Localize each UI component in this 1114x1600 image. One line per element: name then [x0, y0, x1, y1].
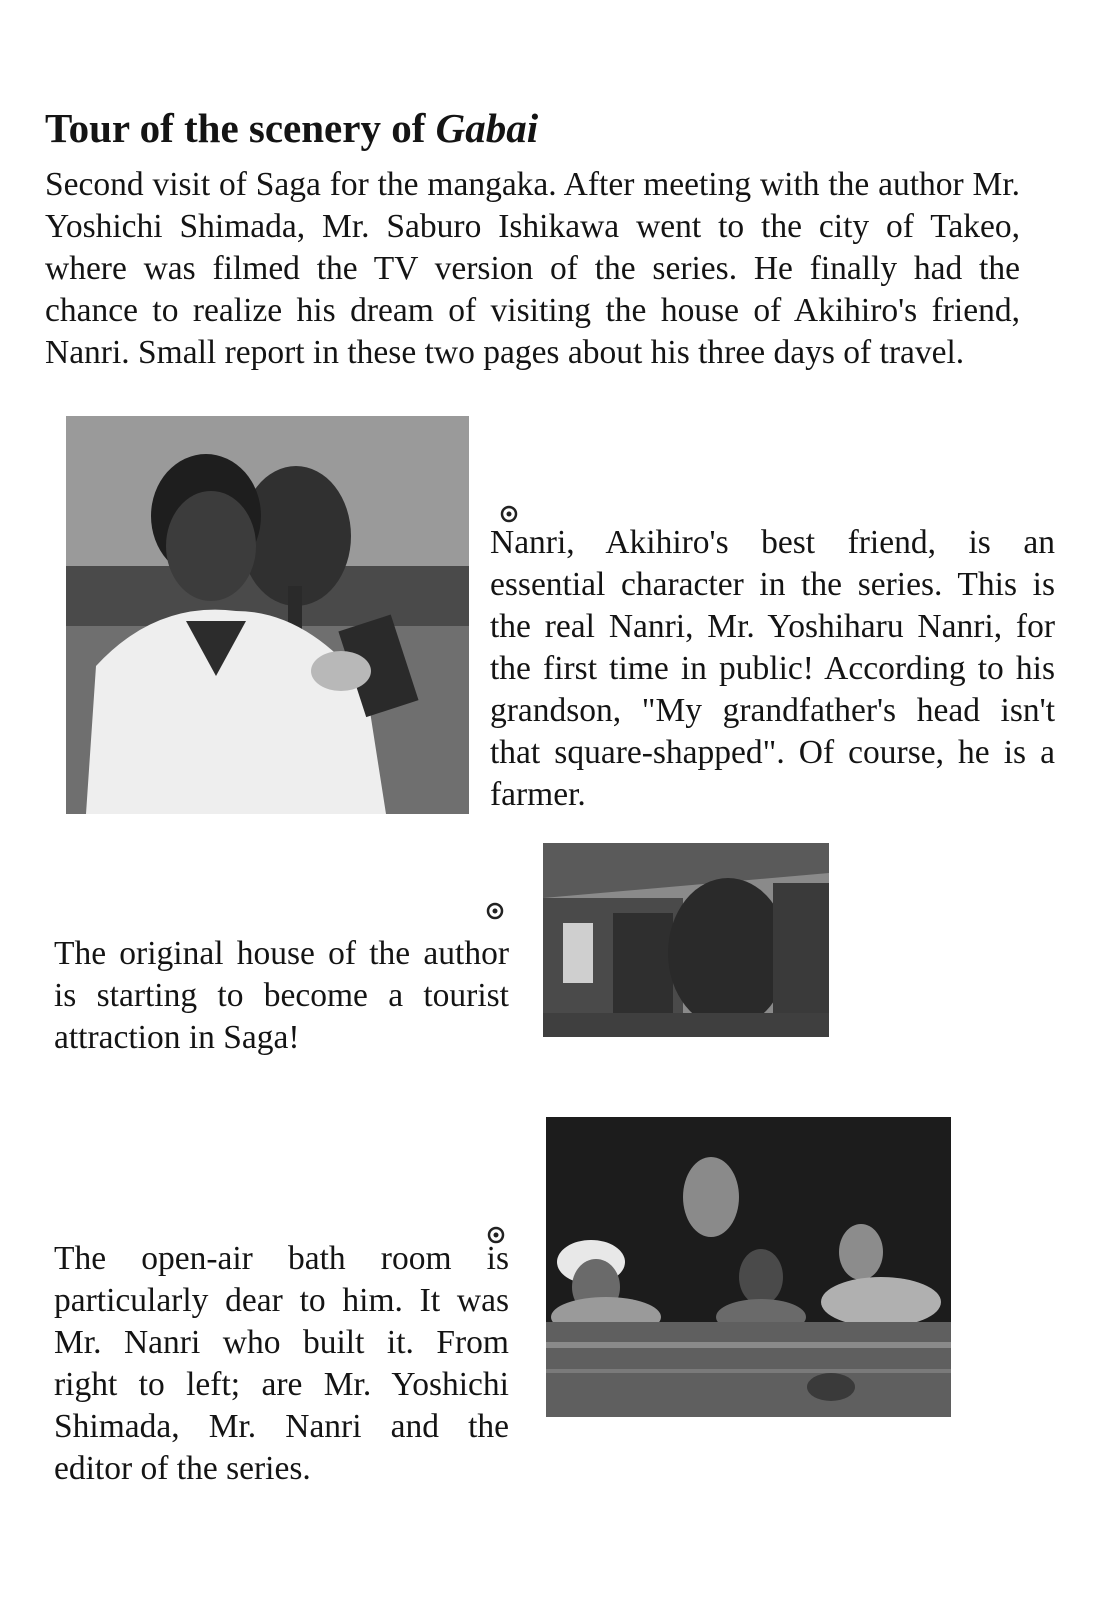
photo-bath: [546, 1117, 951, 1417]
caption-nanri: Nanri, Akihiro's best friend, is an essential character in the series. This is the real Nanri, Mr. Yoshiharu Nanri, for the first time in public! According to his grandson, "My grandfather's head isn't that square-shapped". Of course, he is a farmer.: [490, 524, 1055, 813]
article-title: [45, 102, 1045, 154]
caption-bath: The open-air bath room is particularly dear to him. It was Mr. Nanri who built it. From right to left; are Mr. Yoshichi Shimada, Mr. Nanri and the editor of the series.: [54, 1240, 509, 1487]
photo-house: [543, 843, 829, 1037]
title-italic: Gabai: [435, 105, 539, 151]
title-prefix: Tour of the scenery of: [45, 105, 436, 151]
circle-arrow-icon: [500, 505, 518, 523]
intro-paragraph: Second visit of Saga for the mangaka. After meeting with the author Mr. Yoshichi Shimada, Mr. Saburo Ishikawa went to the city of Takeo, where was filmed the TV version of the series. He finally had the chance to realize his dream of visiting the house of Akihiro's friend, Nanri. Small report in these two pages about his three days of travel.: [45, 166, 1020, 371]
photo-nanri: [66, 416, 469, 814]
circle-arrow-icon: [486, 902, 504, 920]
caption-house: The original house of the author is starting to become a tourist attraction in Saga!: [54, 935, 509, 1056]
